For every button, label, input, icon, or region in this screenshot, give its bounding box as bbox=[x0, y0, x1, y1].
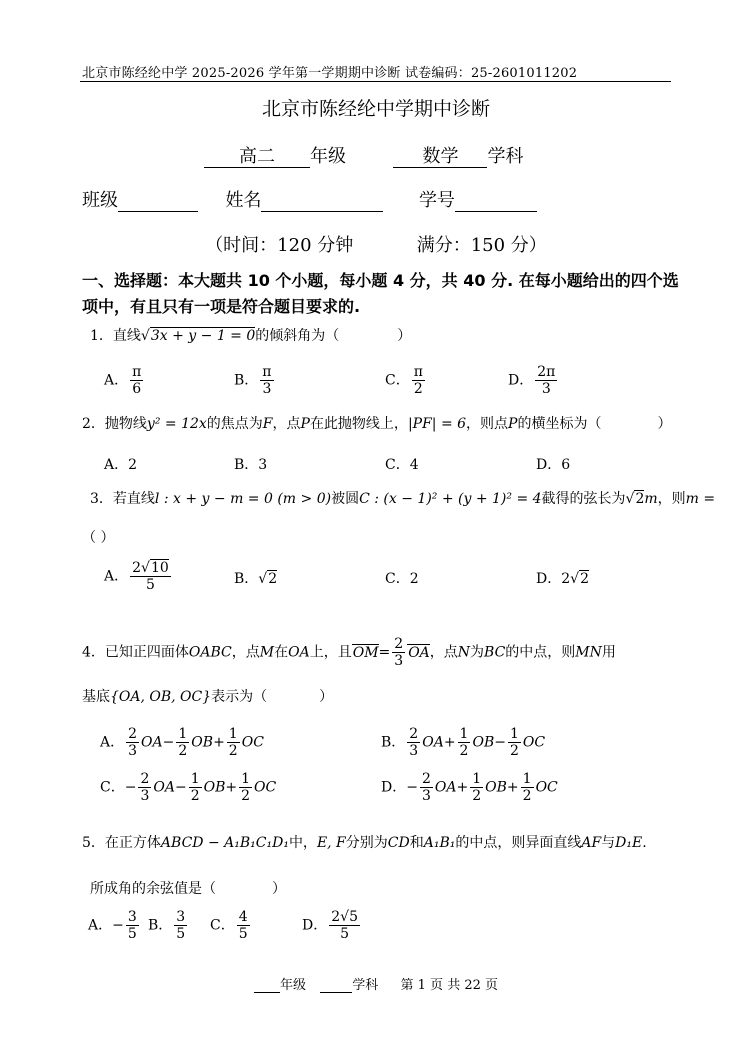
page-footer bbox=[0, 974, 752, 993]
q2-option-a[interactable]: A．2 bbox=[104, 457, 138, 473]
question-4-line2: 基底{OA, OB, OC}表示为（ ） bbox=[82, 689, 334, 705]
score-info: 满分：150 分） bbox=[416, 235, 547, 256]
footer-grade-blank bbox=[254, 978, 280, 993]
q3-option-b[interactable]: B．√2 bbox=[234, 571, 278, 587]
footer-grade-suffix: 年级 bbox=[279, 978, 306, 993]
q1-close: ） bbox=[397, 328, 412, 344]
time-score-line bbox=[0, 231, 752, 257]
q5-option-c[interactable]: C． $\frac{4}{5}$ bbox=[210, 909, 248, 942]
class-label: 班级 bbox=[82, 190, 118, 211]
name-label: 姓名 bbox=[225, 190, 262, 211]
subject-value: 数学 bbox=[393, 147, 487, 168]
q5-option-a[interactable]: A．− $\frac{3}{5}$ bbox=[88, 909, 137, 942]
student-id-blank[interactable] bbox=[455, 191, 537, 212]
q5-option-b[interactable]: B． $\frac{3}{5}$ bbox=[148, 909, 186, 942]
class-blank[interactable] bbox=[118, 191, 198, 212]
q1-option-c[interactable]: C． $\frac{\pi}{2}$ bbox=[385, 364, 423, 397]
footer-subject-suffix: 学科 bbox=[352, 978, 379, 993]
q2-option-d[interactable]: D．6 bbox=[536, 457, 571, 473]
q2-option-b[interactable]: B．3 bbox=[234, 457, 268, 473]
question-1 bbox=[90, 325, 411, 345]
name-blank[interactable] bbox=[261, 191, 383, 212]
grade-suffix: 年级 bbox=[310, 146, 346, 167]
grade-subject-line bbox=[204, 142, 523, 168]
q3-option-c[interactable]: C．2 bbox=[385, 571, 419, 587]
q3-answer-paren: （ ） bbox=[82, 530, 115, 546]
page-header: 北京市陈经纶中学 2025-2026 学年第一学期期中诊断 试卷编码：25-2601011202 bbox=[82, 66, 578, 81]
section-heading: 一、选择题：本大题共 10 个小题，每小题 4 分，共 40 分. 在每小题给出的四个选项中，有且只有一项是符合题目要求的. bbox=[82, 271, 679, 316]
q1-option-a[interactable]: A． $\frac{\pi}{6}$ bbox=[104, 364, 142, 397]
q4-option-b[interactable]: B． $\frac{2}{3}$ OA+ $\frac{1}{2}$ OB− $\frac{1}{2}$ OC bbox=[381, 726, 546, 759]
q4-option-c[interactable]: C．− $\frac{2}{3}$ OA− $\frac{1}{2}$ OB+ $\frac{1}{2}$ OC bbox=[100, 771, 277, 804]
page-number: 第 1 页 共 22 页 bbox=[400, 978, 499, 993]
header-divider bbox=[80, 81, 671, 82]
q1-prefix: 1．直线 bbox=[90, 328, 141, 344]
q3-option-a[interactable]: A． $\frac{2√10}{5}$ bbox=[104, 560, 169, 593]
time-info: （时间：120 分钟 bbox=[205, 235, 354, 256]
grade-value: 高二 bbox=[204, 147, 310, 168]
q1-equation: 3x + y − 1 = 0 bbox=[150, 328, 256, 344]
sqrt-icon: √ bbox=[140, 328, 150, 344]
student-id-label: 学号 bbox=[418, 190, 455, 211]
exam-title: 北京市陈经纶中学期中诊断 bbox=[261, 98, 490, 120]
q5-option-d[interactable]: D． $\frac{2√5}{5}$ bbox=[302, 909, 358, 942]
question-4: 4．已知正四面体OABC，点M在OA上，且OM= $\frac{2}{3}$ OA，点N为BC的中点，则MN用 bbox=[82, 636, 616, 669]
q3-option-d[interactable]: D．2√2 bbox=[536, 571, 589, 587]
question-3: 3．若直线l : x + y − m = 0 (m > 0)被圆C : (x − 1)² + (y + 1)² = 4截得的弦长为√2m，则m = bbox=[90, 491, 716, 507]
q2-option-c[interactable]: C．4 bbox=[385, 457, 419, 473]
sqrt-icon: √ bbox=[570, 571, 580, 587]
subject-suffix: 学科 bbox=[487, 146, 524, 167]
sqrt-icon: √ bbox=[258, 571, 268, 587]
question-5: 5．在正方体ABCD − A₁B₁C₁D₁中，E, F分别为CD和A₁B₁的中点，则异面直线AF与D₁E. bbox=[82, 835, 647, 851]
question-2: 2．抛物线y² = 12x的焦点为F，点P在此抛物线上，|PF| = 6，则点P的横坐标为（ ） bbox=[82, 416, 672, 432]
sqrt-icon: √ bbox=[141, 560, 150, 576]
student-info-line bbox=[82, 186, 537, 212]
footer-subject-blank bbox=[320, 978, 352, 993]
q4-option-d[interactable]: D．− $\frac{2}{3}$ OA+ $\frac{1}{2}$ OB+ $\frac{1}{2}$ OC bbox=[381, 771, 558, 804]
q1-option-d[interactable]: D． $\frac{2\pi}{3}$ bbox=[508, 364, 556, 397]
q4-option-a[interactable]: A． $\frac{2}{3}$ OA− $\frac{1}{2}$ OB+ $\frac{1}{2}$ OC bbox=[100, 726, 264, 759]
question-5-line2: 所成角的余弦值是（ ） bbox=[90, 881, 286, 897]
sqrt-icon: √ bbox=[625, 491, 635, 507]
q1-suffix: 的倾斜角为（ bbox=[255, 328, 340, 344]
q1-option-b[interactable]: B． $\frac{\pi}{3}$ bbox=[234, 364, 272, 397]
